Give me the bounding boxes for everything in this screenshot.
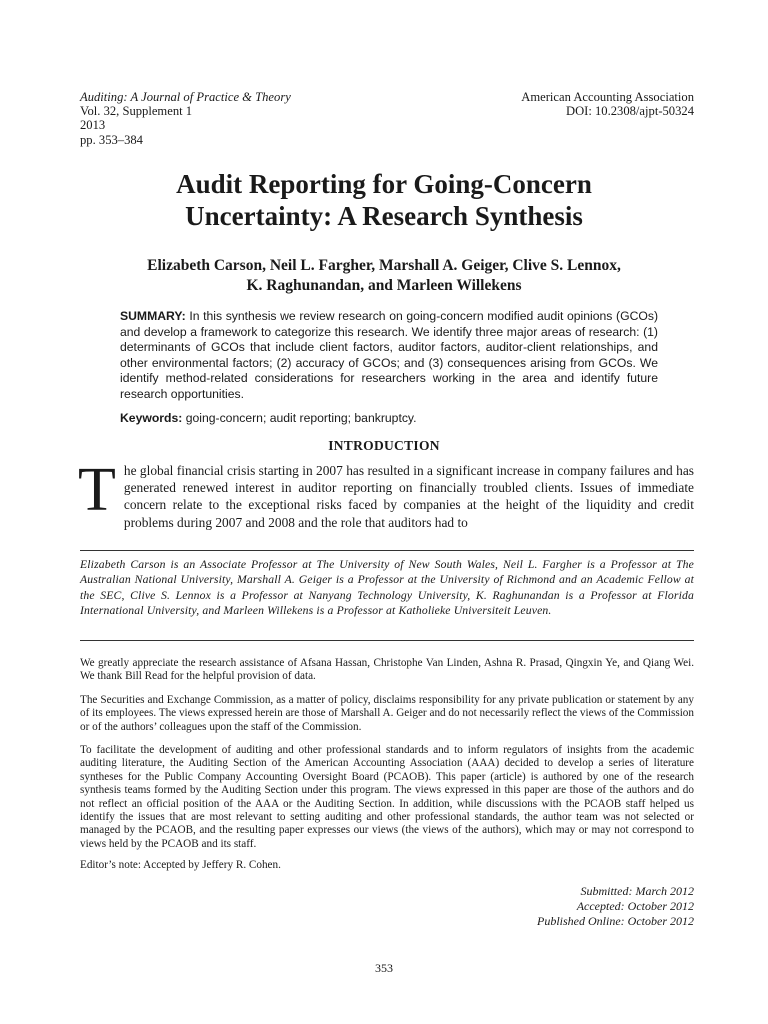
doi: DOI: 10.2308/ajpt-50324 — [565, 104, 694, 119]
keywords — [120, 411, 658, 426]
pcaob-note: To facilitate the development of auditing and other professional standards and to inform regulators of insights from the academic auditing literature, the Auditing Section of the American Accounting Association (AAA) decided to develop a series of literature syntheses for the Public Company Accounting Oversight Board (PCAOB). This paper (article) is authored by one of the research synthesis teams formed by the Auditing Section under this program. The views expressed in this paper are those of the authors and do not reflect an official position of the AAA or the Auditing Section. In addition, while discussions with the PCAOB staff helped us identify the issues that are most relevant to setting auditing and other professional standards, the author team was not selected or managed by the PCAOB, and the resulting paper expresses our views (the views of the authors), which may or may not correspond to views held by the PCAOB and its staff. — [80, 744, 694, 850]
authors-line-1: Elizabeth Carson, Neil L. Fargher, Marshall A. Geiger, Clive S. Lennox, — [147, 257, 621, 274]
keywords-label: Keywords: — [120, 411, 183, 425]
drop-cap: T — [78, 456, 116, 524]
authors-line-2: K. Raghunandan, and Marleen Willekens — [246, 277, 522, 294]
author-affiliations: Elizabeth Carson is an Associate Professor at The University of New South Wales, Neil L. Fargher is a Professor at The Australian National University, Marshall A. Geiger is a Professor at the University of Richmond and an Academic Fellow at the SEC, Clive S. Lennox is a Professor at Nanyang Technology University, K. Raghunandan is a Professor at Florida International University, and Marleen Willekens is a Professor at Katholieke Universiteit Leuven. — [80, 558, 694, 618]
front-matter-notes — [80, 657, 694, 883]
introduction-paragraph — [78, 456, 694, 531]
sec-disclaimer-note: The Securities and Exchange Commission, as a matter of policy, disclaims responsibility for any private publication or statement by any of its employees. The views expressed herein are those of Marshall A. Geiger and do not necessarily reflect the views of the Commission or of the authors’ colleagues upon the staff of the Commission. — [80, 693, 694, 733]
editor-note: Editor’s note: Accepted by Jeffery R. Cohen. — [80, 859, 281, 872]
keywords-text: going-concern; audit reporting; bankruptcy. — [185, 411, 417, 425]
title-line-2: Uncertainty: A Research Synthesis — [185, 201, 583, 231]
summary-label: SUMMARY: — [120, 309, 186, 323]
publication-dates — [537, 884, 694, 929]
journal-year: 2013 — [80, 118, 106, 133]
author-list — [0, 256, 768, 296]
summary-text: In this synthesis we review research on going-concern modified audit opinions (GCOs) and develop a framework to categorize this research. We identify three major areas of research: (1) determinants of GCOs that include client factors, auditor factors, auditor-client relationships, and other environmental factors; (2) accuracy of GCOs; and (3) consequences arising from GCOs. We identify method-related considerations for researchers working in the area and identify future research opportunities. — [120, 309, 659, 401]
publisher-name: American Accounting Association — [521, 90, 694, 104]
footnote-divider-bottom — [80, 640, 694, 641]
acknowledgment-note: We greatly appreciate the research assistance of Afsana Hassan, Christophe Van Linden, Ashna R. Prasad, Qingxin Ye, and Qiang Wei. We thank Bill Read for the helpful provision of data. — [80, 657, 694, 683]
publisher-info — [521, 90, 694, 118]
journal-pages: pp. 353–384 — [80, 132, 143, 147]
page-number: 353 — [375, 961, 393, 975]
submitted-date: Submitted: March 2012 — [580, 884, 694, 898]
footnote-divider-top — [80, 550, 694, 551]
paper-title — [0, 168, 768, 232]
title-line-1: Audit Reporting for Going-Concern — [176, 169, 592, 199]
introduction-heading: INTRODUCTION — [328, 438, 440, 453]
journal-volume: Vol. 32, Supplement 1 — [80, 104, 193, 119]
introduction-text: he global financial crisis starting in 2007 has resulted in a significant increase in company failures and has generated renewed interest in auditor reporting on financially troubled clients. Issues of immediate concern relate to the exceptional risks faced by companies at the height of the liquidity and credit problems during 2007 and 2008 and the role that auditors had to — [123, 463, 694, 530]
journal-citation — [80, 90, 291, 147]
abstract-summary — [120, 309, 658, 403]
published-date: Published Online: October 2012 — [537, 914, 694, 928]
accepted-date: Accepted: October 2012 — [576, 899, 694, 913]
journal-name: Auditing: A Journal of Practice & Theory — [80, 90, 291, 104]
